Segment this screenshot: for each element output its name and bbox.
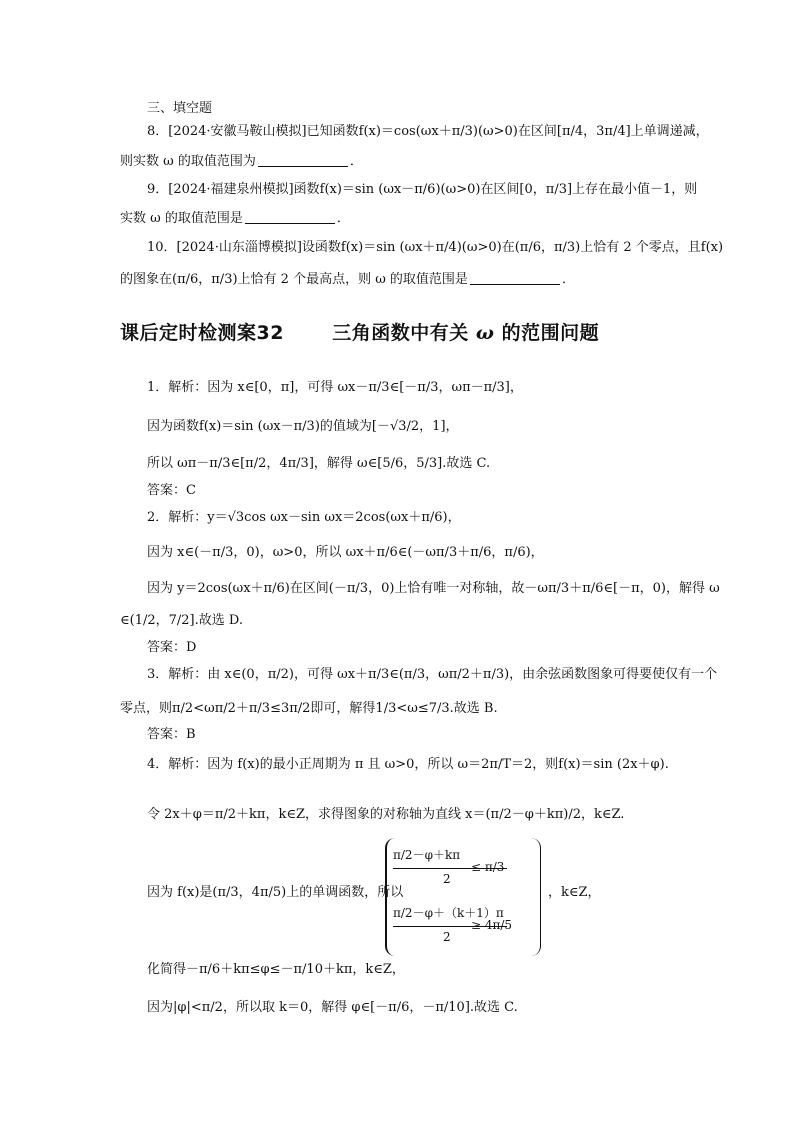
problem-10-line-1: 10．[2024·山东淄博模拟]设函数f(x)＝sin (ωx＋π/4)(ω>0)在(π/6，π/3)上恰有 2 个零点，且f(x) bbox=[147, 240, 724, 255]
answer-blank[interactable] bbox=[245, 211, 335, 224]
problem-8-line-1: 8．[2024·安徽马鞍山模拟]已知函数f(x)＝cos(ωx＋π/3)(ω>0)在区间[π/4，3π/4]上单调递减， bbox=[147, 124, 709, 139]
solution-3-line-1: 3．解析：由 x∈(0，π/2)，可得 ωx＋π/3∈(π/3，ωπ/2＋π/3)，由余弦函数图象可得要使仅有一个 bbox=[147, 667, 718, 682]
title-main: 三角函数中有关 bbox=[332, 322, 469, 344]
solution-4-line-3-tail: ，k∈Z， bbox=[548, 885, 601, 900]
system-row-2-rel: ≥ 4π/5 bbox=[471, 918, 513, 932]
solution-2-line-2: 因为 x∈(－π/3，0)，ω>0，所以 ωx＋π/6∈(－ωπ/3＋π/6，π/6)， bbox=[147, 545, 544, 560]
title-suffix: 的范围问题 bbox=[501, 322, 600, 344]
title-omega: ω bbox=[475, 322, 495, 344]
problem-9-line-2-text: 实数 ω 的取值范围是 bbox=[120, 211, 243, 226]
system-row-1-num: π/2－φ＋kπ bbox=[393, 848, 461, 862]
solution-2-answer: 答案：D bbox=[147, 640, 197, 655]
solution-2-line-1: 2．解析：y＝√3cos ωx－sin ωx＝2cos(ωx＋π/6)， bbox=[147, 510, 461, 525]
solution-1-line-2: 因为函数f(x)＝sin (ωx－π/3)的值域为[－√3/2，1]， bbox=[147, 419, 459, 434]
problem-8-line-2 bbox=[120, 154, 363, 170]
problem-8-line-2-text: 则实数 ω 的取值范围为 bbox=[120, 154, 256, 169]
problem-9-line-1: 9．[2024·福建泉州模拟]函数f(x)＝sin (ωx－π/6)(ω>0)在区间[0，π/3]上存在最小值－1，则 bbox=[147, 182, 698, 197]
solution-4-line-5: 因为|φ|<π/2，所以取 k＝0，解得 φ∈[－π/6，－π/10].故选 C. bbox=[147, 1000, 518, 1015]
problem-9-line-2 bbox=[120, 211, 350, 227]
problem-10-end: ． bbox=[561, 272, 575, 287]
answer-blank[interactable] bbox=[258, 154, 348, 167]
system-row-2-num: π/2－φ＋（k＋1）π bbox=[393, 906, 504, 920]
system-row-1-den: 2 bbox=[443, 872, 451, 886]
solution-3-answer: 答案：B bbox=[147, 727, 196, 742]
page-title bbox=[120, 318, 599, 345]
solution-3-line-2: 零点，则π/2<ωπ/2＋π/3≤3π/2即可，解得1/3<ω≤7/3.故选 B. bbox=[120, 701, 498, 716]
problem-8-end: ． bbox=[349, 154, 363, 169]
solution-4-line-1: 4．解析：因为 f(x)的最小正周期为 π 且 ω>0，所以 ω＝2π/T＝2，则f(x)＝sin (2x＋φ). bbox=[147, 757, 669, 772]
solution-1-answer: 答案：C bbox=[147, 483, 196, 498]
system-row-2-den: 2 bbox=[443, 930, 451, 944]
section-title: 三、填空题 bbox=[147, 101, 213, 116]
solution-4-line-4: 化简得－π/6＋kπ≤φ≤－π/10＋kπ，k∈Z， bbox=[147, 962, 405, 977]
solution-4-line-2: 令 2x＋φ＝π/2＋kπ，k∈Z，求得图象的对称轴为直线 x＝(π/2－φ＋kπ)/2，k∈Z. bbox=[147, 807, 625, 822]
answer-blank[interactable] bbox=[470, 272, 560, 285]
system-right-bracket bbox=[530, 838, 541, 956]
solution-4-line-3: 因为 f(x)是(π/3，4π/5)上的单调函数，所以 bbox=[147, 885, 404, 900]
title-prefix: 课后定时检测案32 bbox=[120, 322, 284, 344]
solution-2-line-4: ∈(1/2，7/2].故选 D. bbox=[120, 613, 243, 628]
system-row-1-rel: ≤ π/3 bbox=[471, 860, 505, 874]
problem-10-line-2-text: 的图象在(π/6，π/3)上恰有 2 个最高点，则 ω 的取值范围是 bbox=[120, 272, 468, 287]
inequality-system bbox=[385, 838, 537, 956]
solution-2-line-3: 因为 y＝2cos(ωx＋π/6)在区间(－π/3，0)上恰有唯一对称轴，故－ωπ/3＋π/6∈[－π，0)，解得 ω bbox=[147, 581, 720, 596]
problem-10-line-2 bbox=[120, 272, 575, 288]
solution-1-line-1: 1．解析：因为 x∈[0，π]，可得 ωx－π/3∈[－π/3，ωπ－π/3]， bbox=[147, 380, 523, 395]
solution-1-line-3: 所以 ωπ－π/3∈[π/2，4π/3]，解得 ω∈[5/6，5/3].故选 C. bbox=[147, 456, 491, 471]
problem-9-end: ． bbox=[336, 211, 350, 226]
